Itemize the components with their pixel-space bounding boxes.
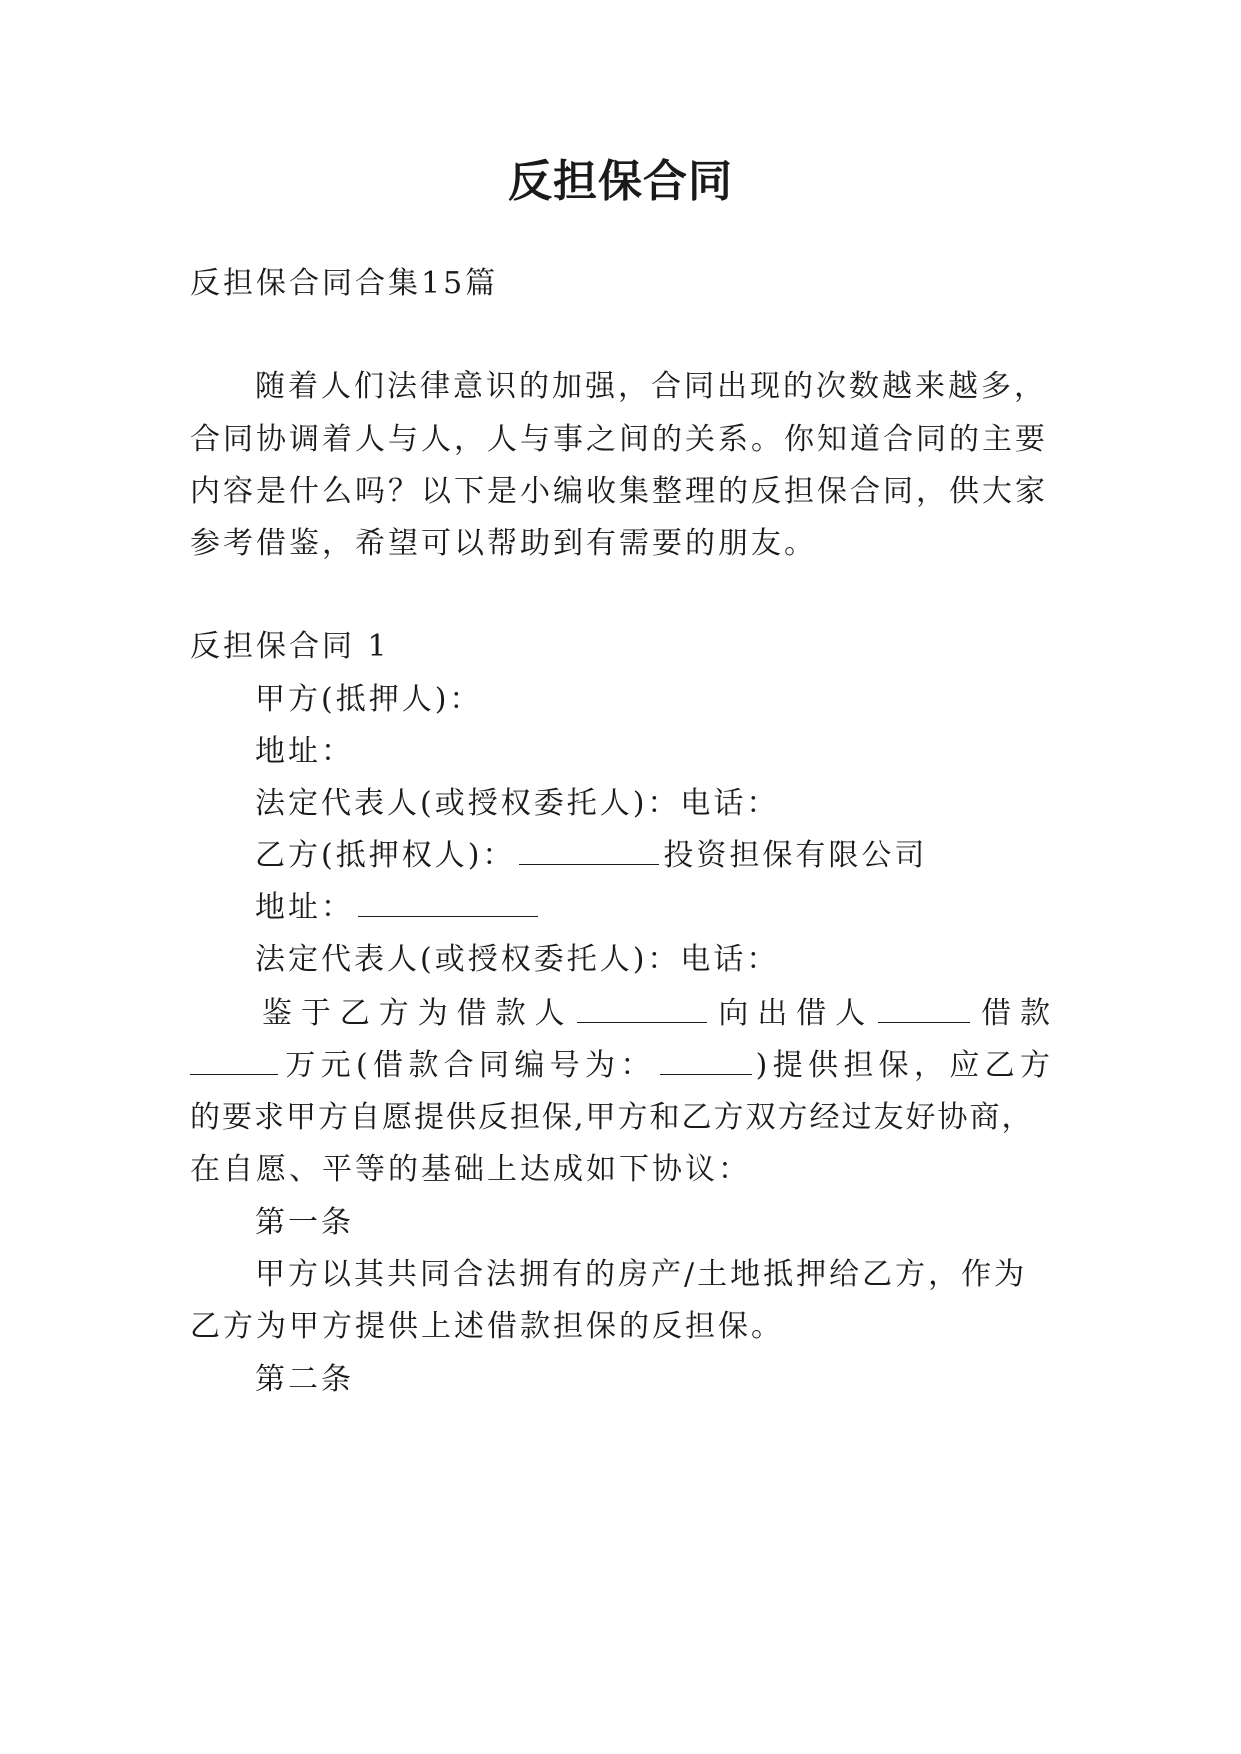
recital-line-2 — [190, 1046, 1052, 1086]
intro-line-2: 合同协调着人与人，人与事之间的关系。你知道合同的主要 — [190, 422, 1048, 457]
article-1-heading: 第一条 — [255, 1205, 354, 1240]
recital-line-1 — [190, 994, 1052, 1034]
recital-part-4: 万元(借款合同编号为： — [282, 1048, 656, 1083]
party-a-representative: 法定代表人(或授权委托人)：电话： — [255, 786, 780, 821]
party-b-address-line — [255, 888, 542, 928]
party-b-company: 投资担保有限公司 — [663, 838, 928, 873]
document-title: 反担保合同 — [508, 156, 733, 207]
intro-line-3: 内容是什么吗？以下是小编收集整理的反担保合同，供大家 — [190, 474, 1048, 509]
blank-field — [660, 1073, 752, 1075]
intro-line-4: 参考借鉴，希望可以帮助到有需要的朋友。 — [190, 526, 817, 561]
article-1-line-2: 乙方为甲方提供上述借款担保的反担保。 — [190, 1309, 784, 1344]
blank-field — [519, 863, 659, 865]
blank-field — [577, 1021, 707, 1023]
party-b-representative: 法定代表人(或授权委托人)：电话： — [255, 942, 780, 977]
document-subtitle: 反担保合同合集15篇 — [190, 266, 499, 301]
blank-field — [358, 915, 538, 917]
blank-field — [190, 1073, 278, 1075]
intro-line-1: 随着人们法律意识的加强，合同出现的次数越来越多， — [255, 369, 1047, 404]
blank-field — [878, 1021, 970, 1023]
section-heading: 反担保合同 1 — [190, 629, 390, 664]
party-a-label: 甲方(抵押人)： — [255, 682, 483, 717]
recital-part-5: )提供担保，应乙方 — [755, 1048, 1052, 1083]
party-b-label: 乙方(抵押权人)： — [255, 838, 516, 873]
party-b-address: 地址： — [255, 890, 354, 925]
article-1-line-1: 甲方以其共同合法拥有的房产/土地抵押给乙方，作为 — [255, 1257, 1028, 1292]
party-a-address: 地址： — [255, 734, 354, 769]
recital-line-4: 在自愿、平等的基础上达成如下协议： — [190, 1152, 751, 1187]
recital-part-2: 向出借人 — [711, 996, 875, 1031]
recital-part-3: 借款 — [974, 996, 1053, 1031]
recital-part-1: 鉴于乙方为借款人 — [262, 996, 574, 1031]
article-2-heading: 第二条 — [255, 1362, 354, 1397]
party-b-line — [255, 836, 927, 876]
recital-line-3: 的要求甲方自愿提供反担保,甲方和乙方双方经过友好协商， — [190, 1100, 1034, 1135]
